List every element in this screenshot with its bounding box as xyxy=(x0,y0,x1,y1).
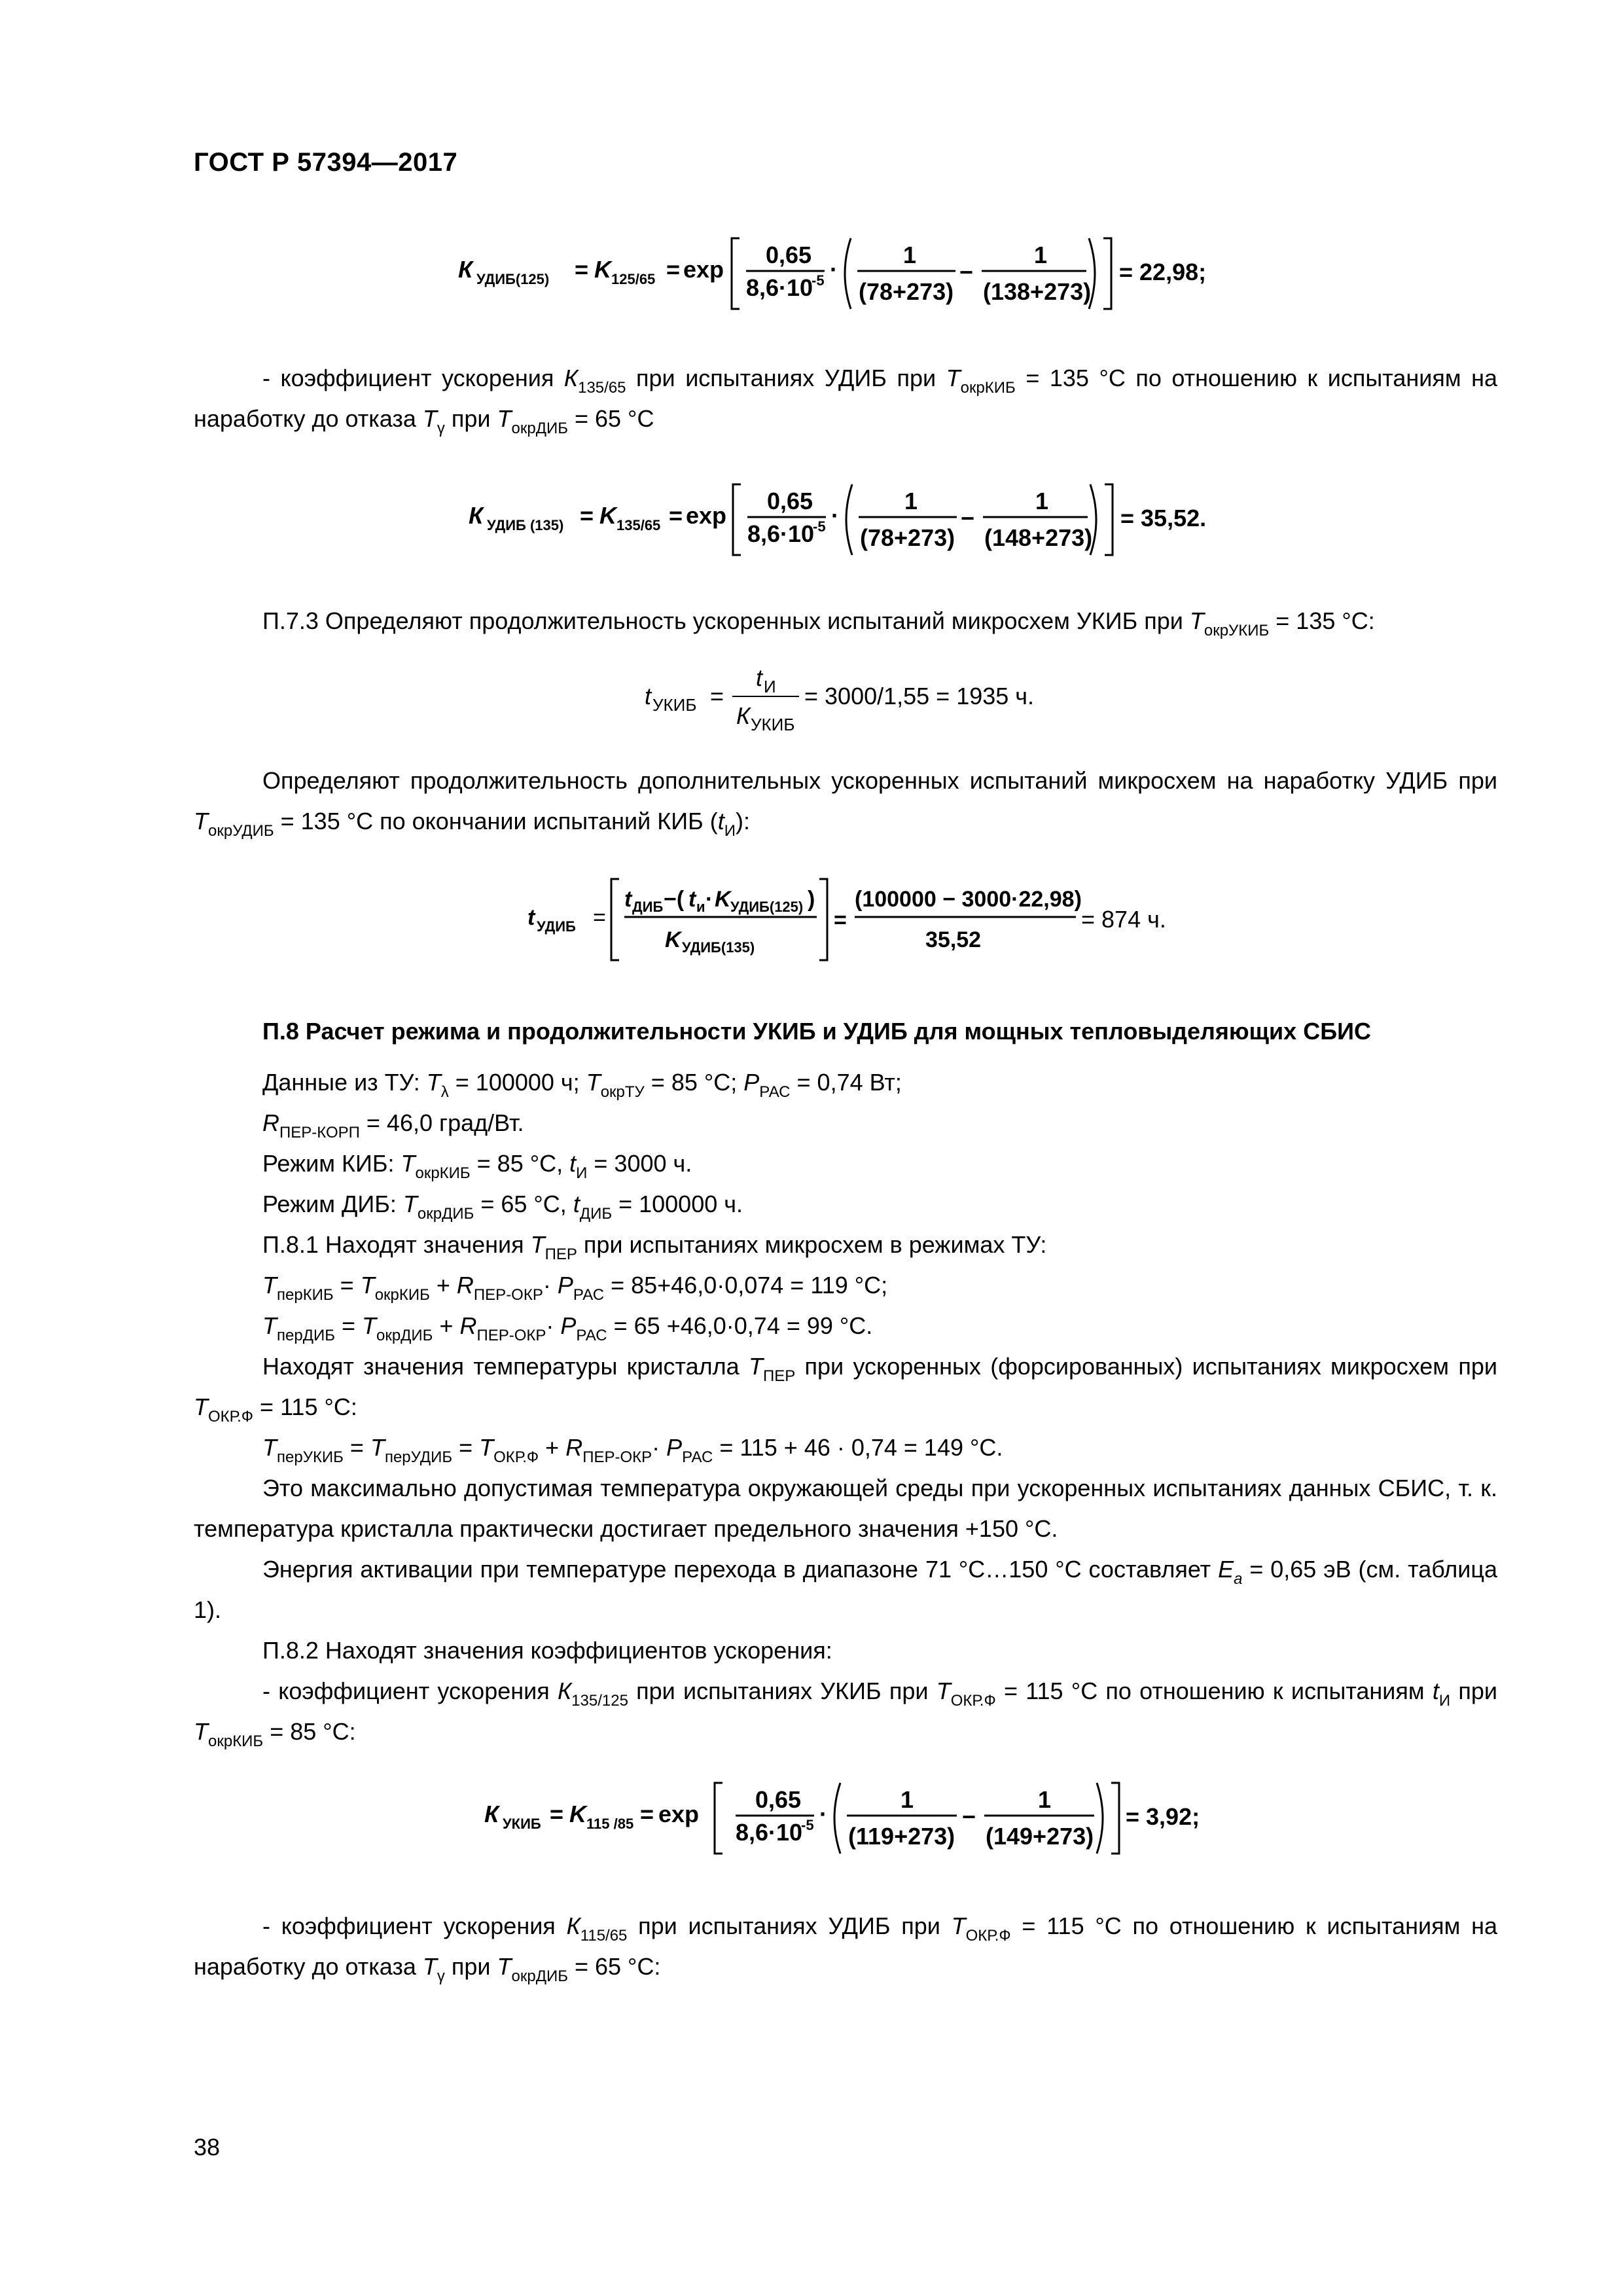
f1-lhs-var: К xyxy=(458,256,473,283)
svg-text:−(: −( xyxy=(664,887,685,912)
svg-text:К: К xyxy=(736,702,751,729)
line-p8-2: П.8.2 Находят значения коэффициентов ускорения: xyxy=(262,1637,832,1664)
svg-text:= 3,92;: = 3,92; xyxy=(1126,1803,1200,1830)
f2-num: 0,65 xyxy=(767,488,813,514)
svg-text:·: · xyxy=(831,502,839,529)
svg-text:−: − xyxy=(962,1803,976,1830)
svg-text:УДИБ: УДИБ xyxy=(537,918,576,935)
f1-den: 8,6·10 xyxy=(746,274,813,301)
f1-minus: − xyxy=(959,259,974,285)
f2-d1: (78+273) xyxy=(860,524,955,551)
svg-text:-5: -5 xyxy=(801,1817,814,1833)
f2-lhs-sub: УДИБ (135) xyxy=(487,517,564,533)
svg-text:И: И xyxy=(764,677,776,696)
svg-text:ДИБ: ДИБ xyxy=(632,899,664,915)
formula-k-udib-135 xyxy=(469,476,1254,562)
document-code-header: ГОСТ Р 57394—2017 xyxy=(194,148,458,177)
svg-text:и: и xyxy=(696,899,705,915)
svg-text:=: = xyxy=(640,1801,654,1827)
paragraph-coef-k135-65: - коэффициент ускорения $К_{135/65}$ при испытаниях УДИБ при $Т_{окрКИБ} = 135$ °С по отношению к испытаниям на наработку до отказа $Т_\gamma$ при $Т_{окрДИБ} = 65$ °С xyxy=(194,365,1497,437)
paragraph-crystal-temp: Находят значения температуры кристалла $Т_{ПЕР}$ при ускоренных (форсированных) испытаниях микросхем при $Т_{ОКР.Ф} = 115$ °С: xyxy=(194,1353,1497,1426)
paragraph-coef-k115-65: - коэффициент ускорения $К_{115/65}$ при испытаниях УДИБ при $Т_{ОКР.Ф} = 115$ °С по отношению к испытаниям на наработку до отказа $Т_\gamma$ при $Т_{окрДИБ} = 65$ °С: xyxy=(194,1912,1497,1985)
svg-text:УКИБ: УКИБ xyxy=(751,715,795,734)
f1-eq2: = xyxy=(666,256,681,283)
f2-eq: = xyxy=(580,502,594,529)
f2-d2: (148+273) xyxy=(984,524,1093,551)
svg-text:1: 1 xyxy=(1038,1786,1052,1813)
formula-k-ukib xyxy=(484,1775,1237,1860)
svg-text:1: 1 xyxy=(901,1786,914,1813)
svg-text:= 3000/1,55 = 1935 ч.: = 3000/1,55 = 1935 ч. xyxy=(804,683,1035,709)
svg-text:=: = xyxy=(550,1801,564,1827)
f1-one2: 1 xyxy=(1034,242,1048,268)
svg-text:t: t xyxy=(756,664,763,691)
f1-k-sub: 125/65 xyxy=(611,271,656,287)
f1-one1: 1 xyxy=(903,242,917,268)
f2-minus: − xyxy=(961,505,975,531)
section-title-p8: П.8 Расчет режима и продолжительности УКИБ и УДИБ для мощных тепловыделяющих СБИС xyxy=(262,1018,1371,1045)
page-number: 38 xyxy=(194,2134,221,2161)
f2-den-sup: -5 xyxy=(813,518,826,535)
f1-exp: exp xyxy=(683,256,724,283)
f2-exp: exp xyxy=(686,502,727,529)
svg-text:УКИБ: УКИБ xyxy=(503,1816,541,1832)
f2-one2: 1 xyxy=(1035,488,1049,514)
formula-k-udib-125 xyxy=(458,230,1243,315)
paragraph-max-temp: Это максимально допустимая температура окружающей среды при ускоренных испытаниях данных СБИС, т. к. температура кристалла практически достигает предельного значения +150 °С. xyxy=(194,1475,1497,1542)
svg-text:): ) xyxy=(808,887,815,912)
svg-text:=: = xyxy=(593,905,606,930)
svg-text:·: · xyxy=(819,1801,827,1827)
svg-text:УДИБ(135): УДИБ(135) xyxy=(682,939,755,956)
f1-d1: (78+273) xyxy=(859,278,954,305)
f1-lhs-sub: УДИБ(125) xyxy=(476,271,550,287)
svg-text:t: t xyxy=(688,887,696,912)
svg-text:К: К xyxy=(484,1801,499,1827)
svg-text:=: = xyxy=(710,683,724,709)
f1-den-sup: -5 xyxy=(812,272,825,289)
svg-text:t: t xyxy=(645,683,652,709)
svg-text:УКИБ: УКИБ xyxy=(652,695,697,715)
f1-eq: = xyxy=(575,256,589,283)
svg-text:(149+273): (149+273) xyxy=(986,1823,1094,1850)
line-mode-dib: Режим ДИБ: $Т_{окрДИБ} = 65$ °С, $t_{ДИБ} = 100000$ ч. xyxy=(262,1191,743,1223)
f2-den: 8,6·10 xyxy=(747,520,815,547)
svg-text:УДИБ(125): УДИБ(125) xyxy=(730,899,804,915)
svg-text:35,52: 35,52 xyxy=(925,927,982,952)
paragraph-p7-3: П.7.3 Определяют продолжительность ускоренных испытаний микросхем УКИБ при $Т_{окрУКИБ} = 135$ °С: xyxy=(262,607,1375,639)
f2-one1: 1 xyxy=(904,488,918,514)
svg-text:(119+273): (119+273) xyxy=(848,1823,955,1850)
formula-t-udib xyxy=(527,874,1182,965)
f1-k: K xyxy=(594,256,611,283)
paragraph-activation-energy: Энергия активации при температуре перехода в диапазоне 71 °С…150 °С составляет $E_a = 0,65$ эВ (см. таблица 1). xyxy=(194,1556,1497,1623)
svg-text:exp: exp xyxy=(658,1801,700,1827)
svg-text:115 /85: 115 /85 xyxy=(586,1816,634,1832)
formula-t-ukib xyxy=(645,657,1063,742)
f2-eq2: = xyxy=(669,502,683,529)
line-t-per-kib: $Т_{перКИБ} = Т_{окрКИБ} + R_{ПЕР-ОКР}\cdot Р_{РАС} = 85+46,0\cdot 0,074 = 119$ °С; xyxy=(262,1272,888,1304)
svg-text:= 874 ч.: = 874 ч. xyxy=(1081,906,1166,933)
svg-text:·: · xyxy=(830,256,838,283)
f1-d2: (138+273) xyxy=(983,278,1092,305)
line-t-per-dib: $Т_{перДИБ} = Т_{окрДИБ} + R_{ПЕР-ОКР}\cdot Р_{РАС} = 65 +46,0\cdot 0,74 = 99$ °С. xyxy=(262,1312,873,1344)
line-t-per-ukib: $Т_{перУКИБ} = Т_{перУДИБ} = Т_{ОКР.Ф} + R_{ПЕР-ОКР}\cdot Р_{РАС} = 115 + 46 \cdot 0,74 = 149$ °С. xyxy=(262,1434,1003,1466)
line-mode-kib: Режим КИБ: $Т_{окрКИБ} = 85$ °С, $t_И = 3000$ ч. xyxy=(262,1150,692,1182)
svg-text:(100000 − 3000·22,98): (100000 − 3000·22,98) xyxy=(855,887,1082,912)
svg-text:K: K xyxy=(715,887,731,912)
paragraph-coef-k135-125: - коэффициент ускорения $К_{135/125}$ при испытаниях УКИБ при $Т_{ОКР.Ф} = 115$ °С по отношению к испытаниям $t_И$ при $Т_{окрКИБ} = 85$ °С: xyxy=(194,1677,1497,1750)
f2-k: K xyxy=(599,502,616,529)
f1-result: = 22,98; xyxy=(1119,259,1207,285)
f2-k-sub: 135/65 xyxy=(616,517,661,533)
line-r-per-korp: $R_{ПЕР-КОРП} = 46,0$ град/Вт. xyxy=(262,1109,524,1141)
svg-text:t: t xyxy=(624,887,632,912)
svg-text:K: K xyxy=(665,927,681,952)
svg-text:·: · xyxy=(705,887,713,912)
svg-text:0,65: 0,65 xyxy=(755,1786,802,1813)
f1-num: 0,65 xyxy=(766,242,812,268)
f2-result: = 35,52. xyxy=(1120,505,1207,531)
svg-text:=: = xyxy=(834,908,847,933)
line-tu-data: Данные из ТУ: $Т_\lambda = 100000$ ч; $Т_{окрТУ} = 85$ °С; $Р_{РАС} = 0,74$ Вт; xyxy=(262,1069,902,1101)
line-p8-1: П.8.1 Находят значения $Т_{ПЕР}$ при испытаниях микросхем в режимах ТУ: xyxy=(262,1231,1047,1263)
svg-text:K: K xyxy=(569,1801,586,1827)
paragraph-additional-tests: Определяют продолжительность дополнительных ускоренных испытаний микросхем на наработку УДИБ при $Т_{окрУДИБ} = 135$ °С по окончании испытаний КИБ $(t_И)$: xyxy=(194,767,1497,840)
f2-lhs-var: К xyxy=(469,502,484,529)
svg-text:t: t xyxy=(527,905,535,930)
svg-text:8,6·10: 8,6·10 xyxy=(736,1819,803,1846)
